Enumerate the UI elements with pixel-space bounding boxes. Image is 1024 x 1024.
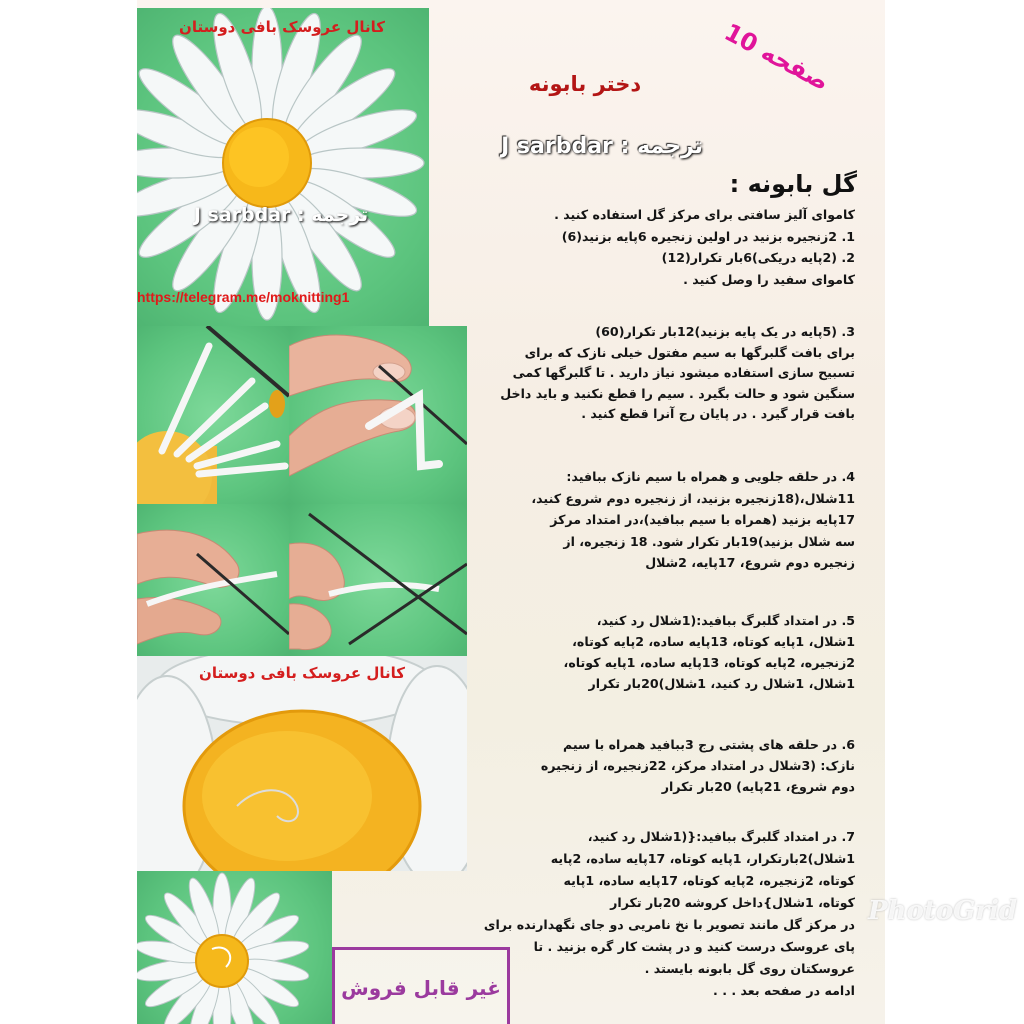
intro-steps <box>450 204 855 290</box>
step-line: 3. (5پایه در یک پایه بزنید)12بار تکرار(60) <box>595 324 855 339</box>
intro-line: 1. 2زنجیره بزنید در اولین زنجیره 6پایه بزنید(6) <box>561 228 855 244</box>
step-6 <box>450 734 855 797</box>
step-3 <box>450 322 855 425</box>
translator-credit: ترجمه : J sarbdar <box>501 134 703 159</box>
intro-line: کاموای آلیز سافتی برای مرکز گل استفاده کنید . <box>554 207 855 222</box>
center-closeup-illustration <box>137 656 467 871</box>
crochet-step-photo-2 <box>289 326 467 504</box>
step-line: 4. در حلقه جلویی و همراه با سیم نازک ببافید: <box>566 469 855 484</box>
crochet-step-photo-4 <box>289 504 467 656</box>
step-line: 1شلال، 1پایه کوتاه، 13پایه ساده، 2پایه کوتاه، <box>572 634 855 649</box>
step-line: 11شلال،(18زنجیره بزنید، از زنجیره دوم شروع کنید، <box>531 490 855 506</box>
step-line: کوتاه، 1شلال}داخل کروشه 20بار تکرار <box>610 895 855 910</box>
step-line: 17پایه بزنید (همراه با سیم ببافید)،در امتداد مرکز <box>550 512 855 527</box>
step-4 <box>450 466 855 574</box>
intro-line: کاموای سفید را وصل کنید . <box>683 271 855 287</box>
step-line: سه شلال بزنید)19بار تکرار شود. 18 زنجیره، از <box>563 533 855 549</box>
channel-caption: کانال عروسک بافی دوستان <box>179 18 385 36</box>
photo-column <box>137 0 467 1024</box>
crochet-step-photo-1 <box>137 326 289 504</box>
step-line: در مرکز گل مانند تصویر با نخ نامریی دو جای نگهدارنده برای <box>483 917 855 932</box>
step-line: 6. در حلقه های پشتی رج 3ببافید همراه با سیم <box>562 737 855 752</box>
channel-caption-2: کانال عروسک بافی دوستان <box>199 664 405 682</box>
daisy-photo-bottom <box>137 871 332 1024</box>
tutorial-page <box>137 0 885 1024</box>
step-7 <box>450 826 855 1002</box>
page-number-label: صفحه 10 <box>719 18 834 97</box>
badge-label: غیر قابل فروش <box>341 976 501 1000</box>
step-line: 1شلال)2بارتکرار، 1پایه کوتاه، 17پایه ساده، 2پایه <box>550 851 855 866</box>
section-heading: گل بابونه : <box>729 170 857 198</box>
step-line: زنجیره دوم شروع، 17پایه، 2شلال <box>645 555 855 570</box>
step-5 <box>450 610 855 694</box>
step-line: ادامه در صفحه بعد . . . <box>713 983 855 998</box>
step-line: 7. در امتداد گلبرگ ببافید:{(1شلال رد کنید، <box>587 829 855 844</box>
photogrid-watermark: PhotoGrid <box>868 896 1018 926</box>
fingers-chain-illustration <box>137 504 289 656</box>
fingers-wire-illustration <box>289 326 467 504</box>
daisy-illustration <box>137 8 429 326</box>
step-line: عروسکتان روی گل بابونه بایستد . <box>644 961 855 976</box>
step-line: سنگین شود و حالت بگیرد . سیم را قطع نکنید و باید داخل <box>500 385 855 401</box>
daisy-center-closeup <box>137 656 467 871</box>
hook-petals-illustration <box>137 326 289 504</box>
step-line: کوتاه، 2زنجیره، 2پایه کوتاه، 17پایه ساده، 1پایه <box>563 873 855 888</box>
hook-wire-illustration <box>289 504 467 656</box>
page-title: دختر بابونه <box>528 72 642 96</box>
step-line: تسبیح سازی استفاده میشود نیاز دارید . تا گلبرگها کمی <box>512 365 855 380</box>
step-line: نازک: (3شلال در امتداد مرکز، 22زنجیره، از زنجیره <box>540 758 855 773</box>
step-line: 5. در امتداد گلبرگ ببافید:(1شلال رد کنید، <box>596 613 855 628</box>
step-line: 2زنجیره، 2پایه کوتاه، 13پایه ساده، 1پایه کوتاه، <box>563 655 855 670</box>
daisy-photo-top <box>137 8 429 326</box>
intro-line: 2. (2پایه دریکی)6بار تکرار(12) <box>661 250 855 265</box>
step-line: پای عروسک درست کنید و در پشت کار گره بزنید . تا <box>533 939 855 954</box>
not-for-sale-badge <box>332 947 510 1024</box>
small-daisy-illustration <box>137 871 332 1024</box>
step-line: بافت قرار گیرد . در پایان رج آنرا قطع کنید . <box>581 406 855 421</box>
step-line: دوم شروع، 21پایه) 20بار تکرار <box>661 779 855 794</box>
step-line: 1شلال، 1شلال رد کنید، 1شلال)20بار تکرار <box>588 676 855 691</box>
translator-caption: ترجمه : J sarbdar <box>193 204 369 226</box>
telegram-link[interactable]: https://telegram.me/moknitting1 <box>137 289 350 305</box>
step-line: برای بافت گلبرگها به سیم مفتول خیلی نازک که برای <box>524 344 855 360</box>
crochet-step-photo-3 <box>137 504 289 656</box>
